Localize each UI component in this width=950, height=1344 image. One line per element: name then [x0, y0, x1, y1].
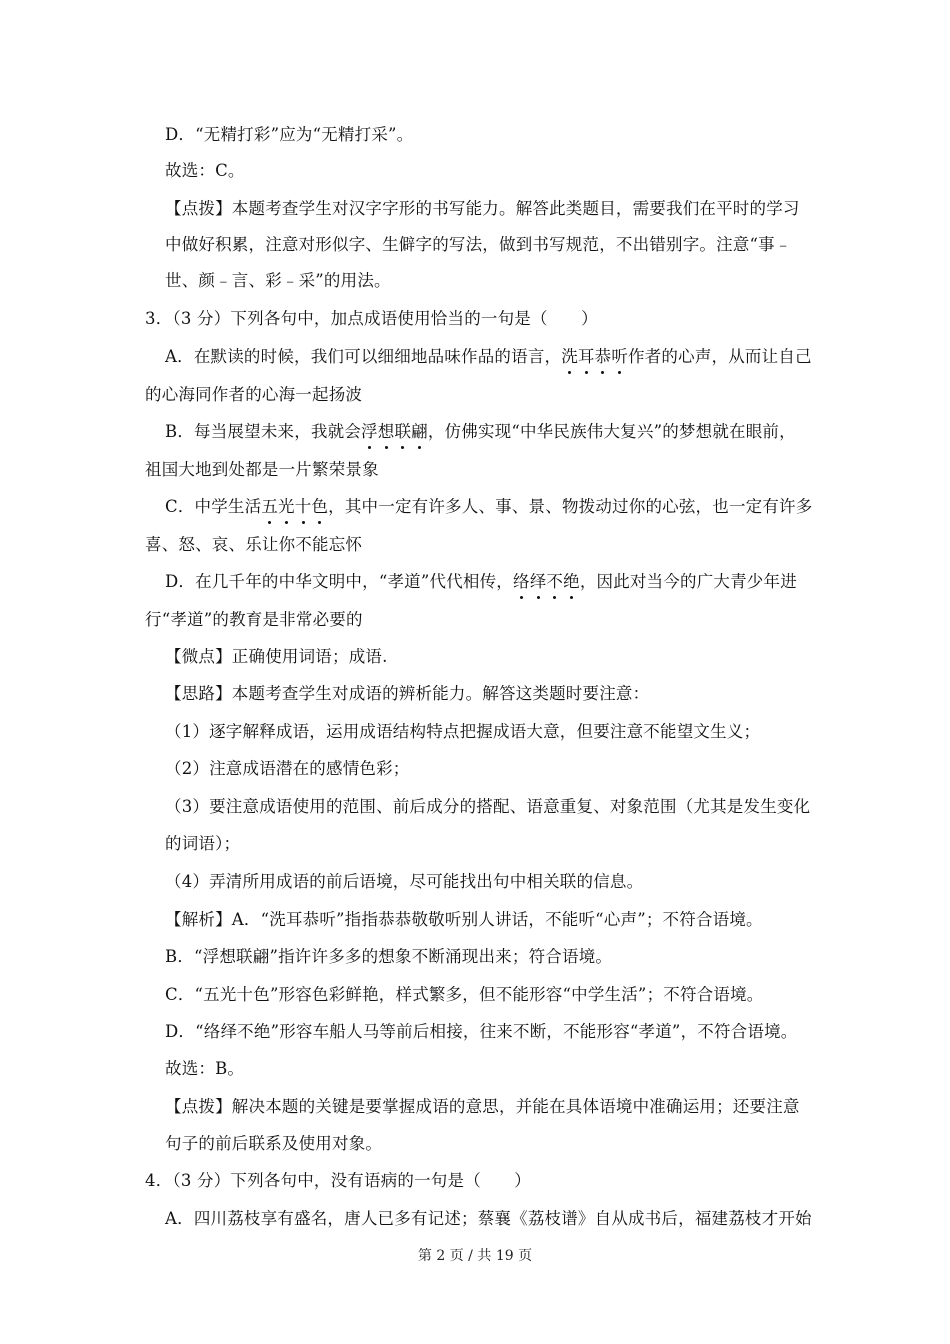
text-line: 中做好积累，注意对形似字、生僻字的写法，做到书写规范，不出错别字。注意“事﹣: [165, 235, 792, 254]
text-line: （1）逐字解释成语，运用成语结构特点把握成语大意，但要注意不能望文生义；: [165, 722, 761, 741]
footer-suffix: 页: [513, 1248, 533, 1264]
dotted-idiom: [561, 347, 628, 366]
text-line: 祖国大地到处都是一片繁荣景象: [145, 460, 379, 479]
text-line: 句子的前后联系及使用对象。: [165, 1134, 383, 1153]
question-3-stem: 3．（3 分）下列各句中，加点成语使用恰当的一句是（ ）: [145, 309, 598, 328]
dotted-idiom: [361, 422, 428, 441]
option-text: C．中学生活: [165, 497, 262, 516]
option-text: A．在默读的时候，我们可以细细地品味作品的语言，: [165, 347, 562, 366]
dotted-char: 洗: [561, 347, 578, 366]
page-footer: [0, 1246, 950, 1266]
option-text: 作者的心声，从而让自己: [628, 347, 812, 366]
text-line: 故选：C。: [165, 161, 245, 180]
option-text: ，其中一定有许多人、事、景、物拨动过你的心弦，也一定有许多: [328, 497, 813, 516]
question-4-option-a: A．四川荔枝享有盛名，唐人已多有记述；蔡襄《荔枝谱》自从成书后，福建荔枝才开始: [165, 1209, 812, 1228]
current-page-number: 2: [436, 1248, 446, 1264]
dotted-char: 络: [513, 572, 530, 591]
dotted-char: 光: [278, 497, 295, 516]
option-text: ，仿佛实现“中华民族伟大复兴”的梦想就在眼前，: [427, 422, 796, 441]
text-line: 故选：B。: [165, 1059, 245, 1078]
dotted-char: 耳: [577, 347, 595, 366]
dotted-char: 恭: [594, 347, 612, 366]
dotted-idiom: [261, 497, 328, 516]
text-line: 的词语）；: [165, 834, 241, 853]
text-line: （4）弄清所用成语的前后语境，尽可能找出句中相关联的信息。: [165, 872, 644, 891]
text-line: （3）要注意成语使用的范围、前后成分的搭配、语意重复、对象范围（尤其是发生变化: [165, 797, 811, 816]
text-line: 行“孝道”的教育是非常必要的: [145, 610, 363, 629]
dotted-char: 翩: [411, 422, 428, 441]
dotted-char: 十: [294, 497, 312, 516]
question-3-option-d: [165, 571, 797, 593]
dotted-char: 色: [311, 497, 329, 516]
dotted-char: 联: [394, 422, 412, 441]
footer-middle: 页 / 共: [445, 1248, 496, 1264]
option-text: D．在几千年的中华文明中，“孝道”代代相传，: [165, 572, 513, 591]
text-line: 喜、怒、哀、乐让你不能忘怀: [145, 535, 363, 554]
dotted-char: 听: [611, 347, 629, 366]
footer-prefix: 第: [417, 1248, 437, 1264]
text-line: 世、颜﹣言、彩﹣采”的用法。: [165, 271, 391, 290]
dotted-char: 浮: [361, 422, 378, 441]
text-line: 【微点】正确使用词语；成语.: [165, 647, 388, 666]
dotted-char: 绎: [529, 572, 547, 591]
dotted-char: 想: [377, 422, 395, 441]
text-line: 【思路】本题考查学生对成语的辨析能力。解答这类题时要注意：: [165, 684, 650, 703]
dotted-idiom: [513, 572, 580, 591]
question-3-option-c: [165, 496, 812, 518]
option-text: B．每当展望未来，我就会: [165, 422, 362, 441]
text-line: （2）注意成语潜在的感情色彩；: [165, 759, 410, 778]
text-line: C．“五光十色”形容色彩鲜艳，样式繁多，但不能形容“中学生活”；不符合语境。: [165, 985, 764, 1004]
text-line: D．“无精打彩”应为“无精打采”。: [165, 125, 414, 144]
text-line: D．“络绎不绝”形容车船人马等前后相接，往来不断，不能形容“孝道”，不符合语境。: [165, 1022, 798, 1041]
question-3-option-b: [165, 421, 796, 443]
question-3-option-a: [165, 346, 812, 368]
text-line: 【点拨】本题考查学生对汉字字形的书写能力。解答此类题目，需要我们在平时的学习: [165, 199, 800, 218]
text-line: 的心海同作者的心海一起扬波: [145, 385, 363, 404]
dotted-char: 五: [261, 497, 279, 516]
text-line: 【点拨】解决本题的关键是要掌握成语的意思，并能在具体语境中准确运用；还要注意: [165, 1097, 800, 1116]
text-line: B．“浮想联翩”指许许多多的想象不断涌现出来；符合语境。: [165, 947, 613, 966]
text-line: 【解析】A．“洗耳恭听”指指恭恭敬敬听别人讲话，不能听“心声”；不符合语境。: [165, 910, 763, 929]
dotted-char: 绝: [563, 572, 580, 591]
option-text: ，因此对当今的广大青少年进: [579, 572, 797, 591]
dotted-char: 不: [546, 572, 564, 591]
total-page-count: 19: [495, 1248, 514, 1264]
question-4-stem: 4．（3 分）下列各句中，没有语病的一句是（ ）: [145, 1171, 531, 1190]
